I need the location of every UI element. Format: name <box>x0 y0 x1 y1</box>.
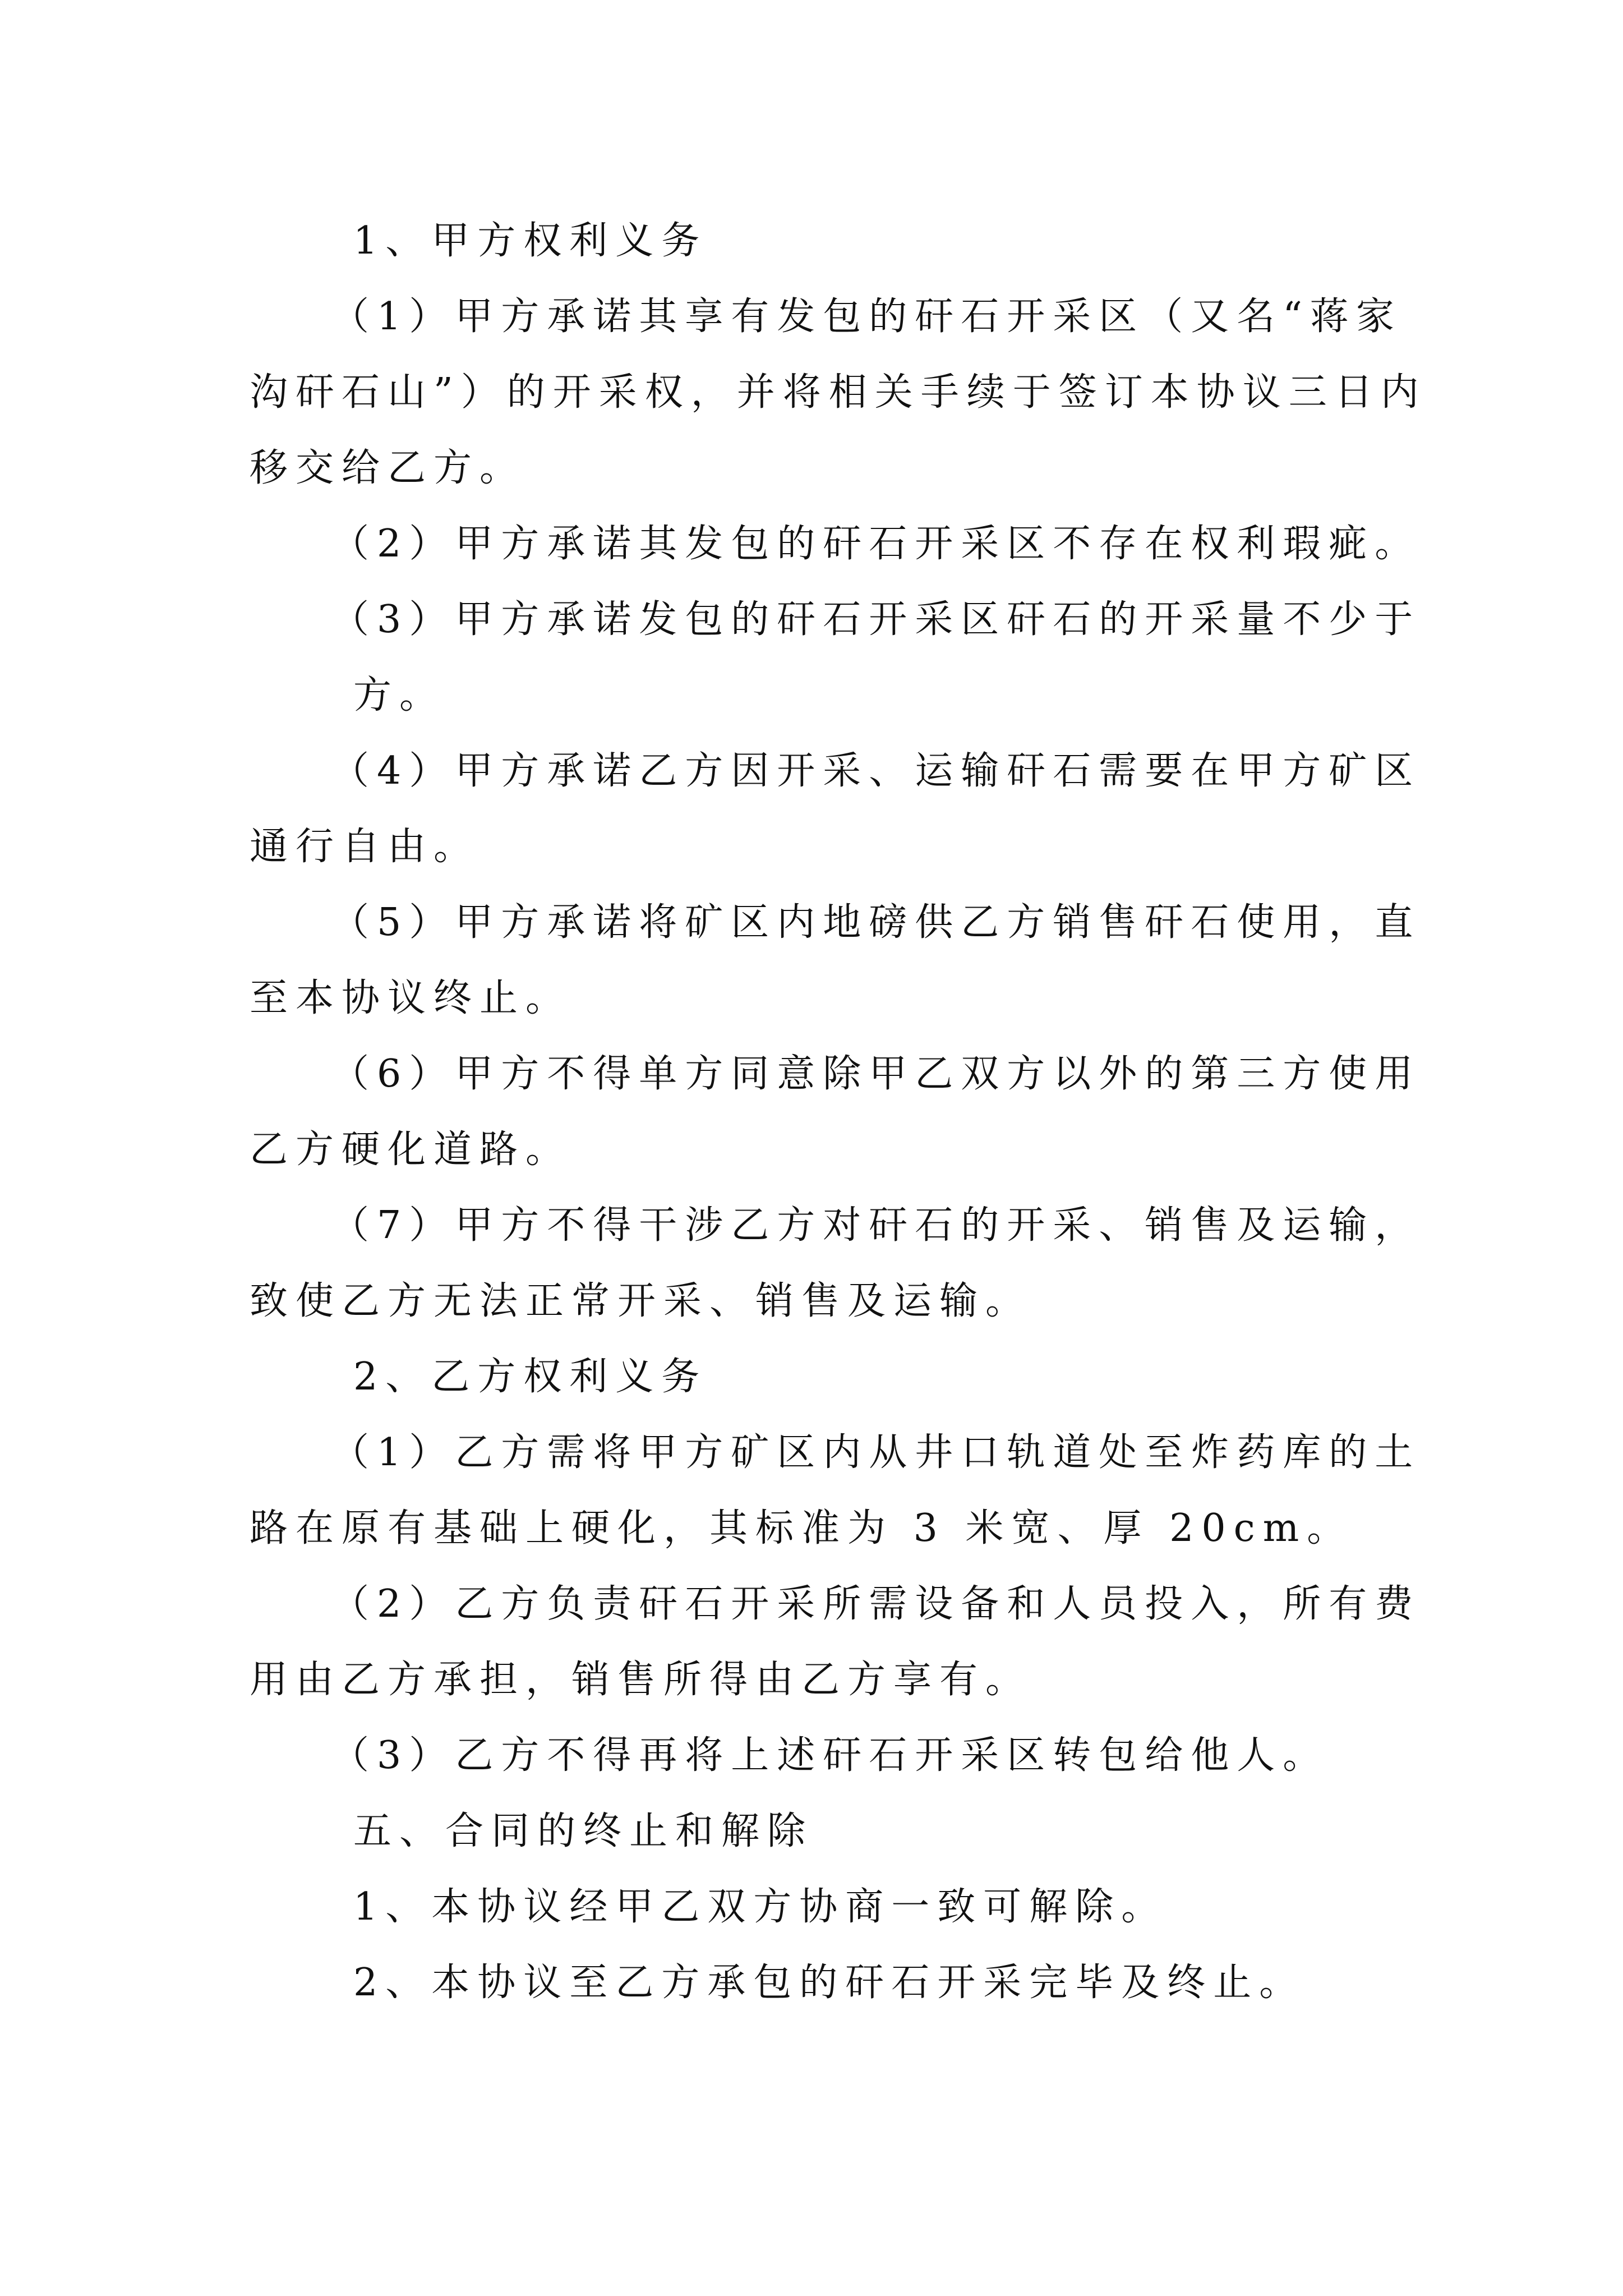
paragraph-line: （2）甲方承诺其发包的矸石开采区不存在权利瑕疵。 <box>331 522 1421 566</box>
paragraph-line: 移交给乙方。 <box>250 446 526 490</box>
paragraph-line: （3）甲方承诺发包的矸石开采区矸石的开采量不少于 <box>331 597 1421 642</box>
section-heading-party-a: 1、甲方权利义务 <box>353 219 708 263</box>
paragraph-line: （6）甲方不得单方同意除甲乙双方以外的第三方使用 <box>331 1052 1421 1096</box>
section-heading-party-b: 2、乙方权利义务 <box>353 1355 708 1399</box>
paragraph-line: 2、本协议至乙方承包的矸石开采完毕及终止。 <box>353 1961 1306 2005</box>
paragraph-line: 至本协议终止。 <box>250 976 572 1020</box>
paragraph-line: （5）甲方承诺将矿区内地磅供乙方销售矸石使用，直 <box>331 900 1421 945</box>
paragraph-line: 致使乙方无法正常开采、销售及运输。 <box>250 1279 1032 1323</box>
paragraph-line: （7）甲方不得干涉乙方对矸石的开采、销售及运输， <box>331 1203 1421 1248</box>
paragraph-line: （3）乙方不得再将上述矸石开采区转包给他人。 <box>331 1733 1329 1778</box>
paragraph-line: （2）乙方负责矸石开采所需设备和人员投入，所有费 <box>331 1582 1421 1626</box>
paragraph-line: 路在原有基础上硬化，其标准为 3 米宽、厚 20cm。 <box>250 1506 1353 1550</box>
paragraph-line: （1）乙方需将甲方矿区内从井口轨道处至炸药库的土 <box>331 1430 1421 1475</box>
paragraph-line: 沟矸石山”）的开采权，并将相关手续于签订本协议三日内 <box>250 370 1427 415</box>
paragraph-line: 通行自由。 <box>250 825 480 869</box>
paragraph-line: 用由乙方承担，销售所得由乙方享有。 <box>250 1658 1032 1702</box>
paragraph-line: 方。 <box>353 673 446 717</box>
section-heading-termination: 五、合同的终止和解除 <box>353 1809 814 1853</box>
paragraph-line: 1、本协议经甲乙双方协商一致可解除。 <box>353 1885 1168 1929</box>
paragraph-line: （4）甲方承诺乙方因开采、运输矸石需要在甲方矿区 <box>331 749 1421 793</box>
paragraph-line: 乙方硬化道路。 <box>250 1128 572 1172</box>
paragraph-line: （1）甲方承诺其享有发包的矸石开采区（又名“蒋家 <box>331 295 1403 339</box>
